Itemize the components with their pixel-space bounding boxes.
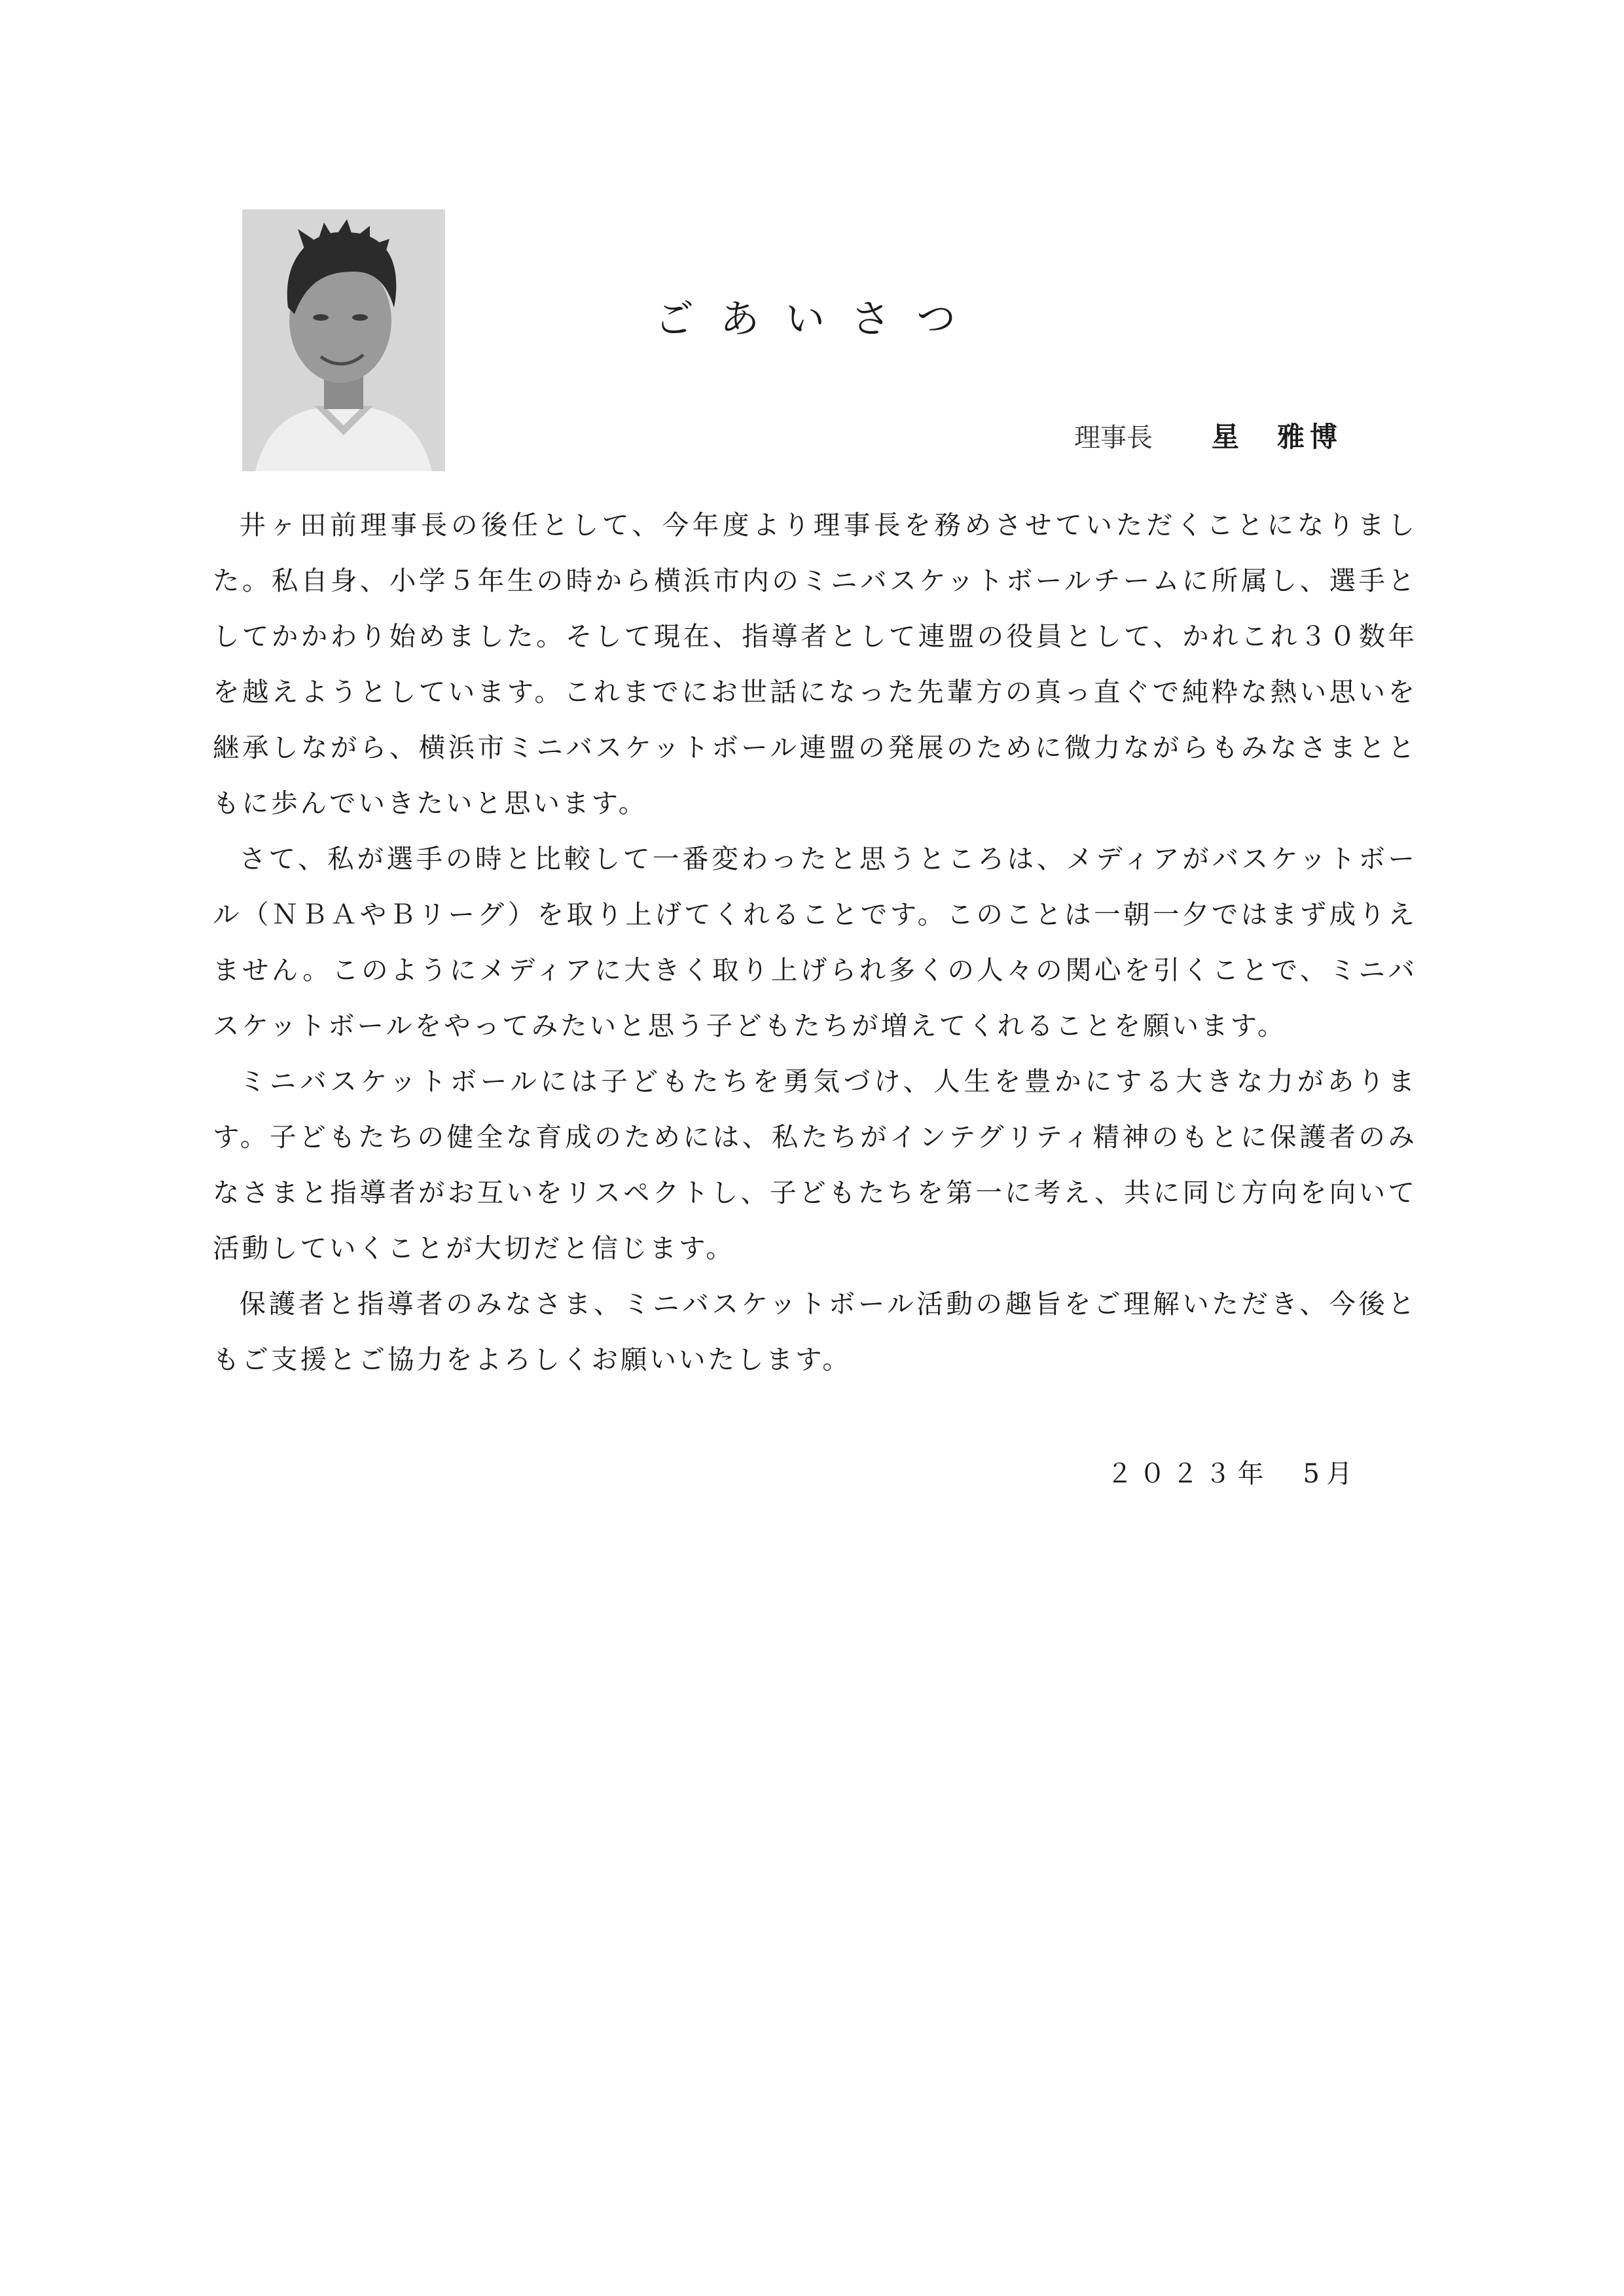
portrait-icon — [242, 209, 445, 471]
body-paragraph-2: さて、私が選手の時と比較して一番変わったと思うところは、メディアがバスケットボール（ＮＢＡやＢリーグ）を取り上げてくれることです。このことは一朝一夕ではまず成りえません。このようにメディアに大きく取り上げられ多くの人々の関心を引くことで、ミニバスケットボールをやってみたいと思う子どもたちが増えてくれることを願います。 — [213, 843, 1417, 1041]
page-title: ごあいさつ — [655, 296, 982, 342]
author-portrait-photo — [242, 209, 445, 471]
body-paragraph-1: 井ヶ田前理事長の後任として、今年度より理事長を務めさせていただくことになりました。私自身、小学５年生の時から横浜市内のミニバスケットボールチームに所属し、選手としてかかわり始めました。そして現在、指導者として連盟の役員として、かれこれ３０数年を越えようとしています。これまでにお世話になった先輩方の真っ直ぐで純粋な熱い思いを継承しながら、横浜市ミニバスケットボール連盟の発展のために微力ながらもみなさまとともに歩んでいきたいと思います。 — [213, 509, 1417, 819]
author-role: 理事長 — [1074, 423, 1153, 453]
greeting-body — [213, 497, 1417, 1388]
body-paragraph-3: ミニバスケットボールには子どもたちを勇気づけ、人生を豊かにする大きな力があります。子どもたちの健全な育成のためには、私たちがインテグリティ精神のもとに保護者のみなさまと指導者がお互いをリスペクトし、子どもたちを第一に考え、共に同じ方向を向いて活動していくことが大切だと信じます。 — [213, 1066, 1417, 1264]
document-date: ２０２３年 5月 — [1106, 1459, 1359, 1489]
author-signature — [1074, 416, 1343, 455]
body-paragraph-4: 保護者と指導者のみなさま、ミニバスケットボール活動の趣旨をご理解いただき、今後ともご支援とご協力をよろしくお願いいたします。 — [213, 1288, 1417, 1375]
author-name: 星 雅博 — [1211, 421, 1343, 453]
